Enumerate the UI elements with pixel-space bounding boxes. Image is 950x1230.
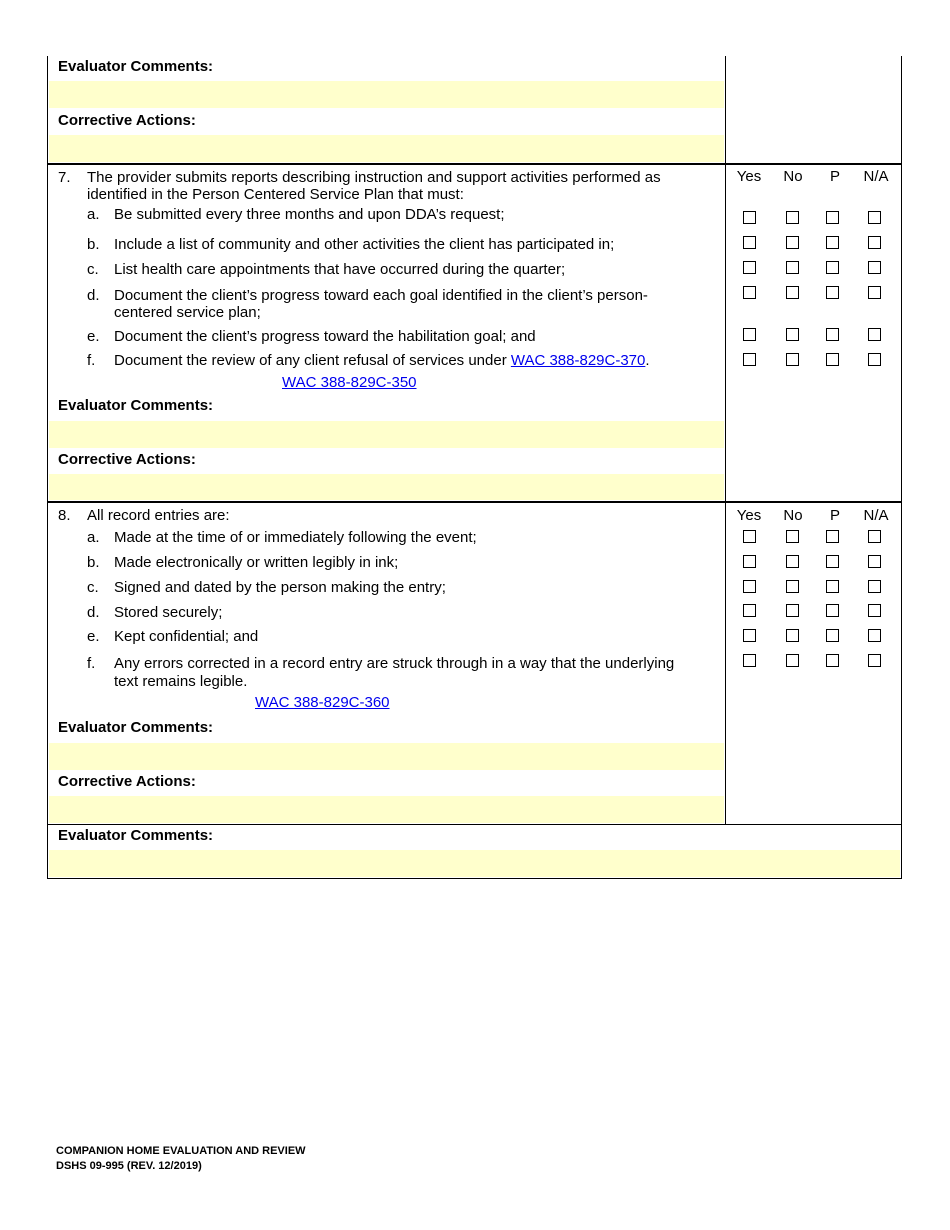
checkbox-na[interactable]: [868, 328, 881, 341]
subitem-letter: e.: [87, 628, 100, 645]
corrective-actions-label: Corrective Actions:: [58, 112, 196, 129]
header-no: No: [783, 507, 803, 524]
subitem-letter: a.: [87, 529, 100, 546]
subitem-text: text remains legible.: [114, 673, 248, 690]
checkbox-yes[interactable]: [743, 328, 756, 341]
subitem-text: Stored securely;: [114, 604, 223, 621]
evaluator-comments-label: Evaluator Comments:: [58, 827, 214, 844]
header-p: P: [829, 168, 840, 185]
wac-388-829c-350-link[interactable]: WAC 388-829C-350: [282, 374, 417, 391]
subitem-text: centered service plan;: [114, 304, 261, 321]
divider-item7-item8: [47, 501, 902, 503]
checkbox-no[interactable]: [786, 211, 799, 224]
checkbox-no[interactable]: [786, 286, 799, 299]
subitem-text: Any errors corrected in a record entry are struck through in a way that the underlying: [114, 655, 675, 672]
checkbox-no[interactable]: [786, 236, 799, 249]
checkbox-na[interactable]: [868, 236, 881, 249]
subitem-letter: b.: [87, 236, 100, 253]
checkbox-p[interactable]: [826, 629, 839, 642]
checkbox-p[interactable]: [826, 654, 839, 667]
subitem-text: Signed and dated by the person making the entry;: [114, 579, 446, 596]
checkbox-no[interactable]: [786, 353, 799, 366]
subitem-text: Made electronically or written legibly in ink;: [114, 554, 399, 571]
corrective-actions-field[interactable]: [49, 135, 724, 162]
checkbox-yes[interactable]: [743, 286, 756, 299]
subitem-text-suffix: .: [645, 352, 650, 369]
checkbox-yes[interactable]: [743, 555, 756, 568]
checkbox-no[interactable]: [786, 261, 799, 274]
checkbox-yes[interactable]: [743, 236, 756, 249]
table-right-border: [901, 56, 902, 879]
evaluator-comments-label: Evaluator Comments:: [58, 58, 214, 75]
item-text: The provider submits reports describing instruction and support activities performed as: [87, 169, 661, 186]
checkbox-na[interactable]: [868, 604, 881, 617]
checkbox-na[interactable]: [868, 353, 881, 366]
checkbox-p[interactable]: [826, 261, 839, 274]
evaluator-comments-field[interactable]: [49, 850, 900, 877]
checkbox-p[interactable]: [826, 555, 839, 568]
checkbox-yes[interactable]: [743, 353, 756, 366]
subitem-text-prefix: Document the review of any client refusal of services under: [114, 352, 511, 369]
checkbox-na[interactable]: [868, 211, 881, 224]
checkbox-p[interactable]: [826, 580, 839, 593]
subitem-letter: b.: [87, 554, 100, 571]
subitem-letter: a.: [87, 206, 100, 223]
checkbox-p[interactable]: [826, 604, 839, 617]
divider-item8-final: [47, 824, 902, 825]
header-yes: Yes: [736, 507, 762, 524]
header-na: N/A: [863, 507, 889, 524]
table-bottom-border: [47, 878, 902, 879]
checkbox-yes[interactable]: [743, 604, 756, 617]
corrective-actions-field[interactable]: [49, 474, 724, 500]
checkbox-no[interactable]: [786, 555, 799, 568]
checkbox-yes[interactable]: [743, 530, 756, 543]
checkbox-no[interactable]: [786, 629, 799, 642]
subitem-letter: c.: [87, 579, 99, 596]
checkbox-no[interactable]: [786, 328, 799, 341]
header-no: No: [783, 168, 803, 185]
checkbox-no[interactable]: [786, 604, 799, 617]
checkbox-na[interactable]: [868, 654, 881, 667]
checkbox-na[interactable]: [868, 286, 881, 299]
checkbox-na[interactable]: [868, 580, 881, 593]
corrective-actions-field[interactable]: [49, 796, 724, 823]
wac-388-829c-370-link[interactable]: WAC 388-829C-370: [510, 352, 646, 369]
checkbox-p[interactable]: [826, 353, 839, 366]
footer-form-number: DSHS 09-995 (REV. 12/2019): [56, 1160, 202, 1172]
item-number: 7.: [58, 169, 71, 186]
evaluator-comments-label: Evaluator Comments:: [58, 397, 214, 414]
subitem-text: Kept confidential; and: [114, 628, 259, 645]
wac-388-829c-360-link[interactable]: WAC 388-829C-360: [255, 694, 390, 711]
checkbox-na[interactable]: [868, 555, 881, 568]
subitem-text: [114, 352, 650, 370]
subitem-text: List health care appointments that have occurred during the quarter;: [114, 261, 566, 278]
subitem-text: Include a list of community and other activities the client has participated in;: [114, 236, 615, 253]
checkbox-yes[interactable]: [743, 261, 756, 274]
checkbox-yes[interactable]: [743, 654, 756, 667]
checkbox-p[interactable]: [826, 286, 839, 299]
subitem-text: Document the client’s progress toward each goal identified in the client’s person-: [114, 287, 648, 304]
header-na: N/A: [863, 168, 889, 185]
checkbox-no[interactable]: [786, 530, 799, 543]
checkbox-p[interactable]: [826, 328, 839, 341]
subitem-letter: d.: [87, 287, 100, 304]
subitem-text: Be submitted every three months and upon DDA’s request;: [114, 206, 505, 223]
item-text: All record entries are:: [87, 507, 230, 524]
table-left-border: [47, 56, 48, 879]
subitem-letter: f.: [87, 655, 96, 672]
checkbox-no[interactable]: [786, 580, 799, 593]
corrective-actions-label: Corrective Actions:: [58, 451, 196, 468]
header-p: P: [829, 507, 840, 524]
checkbox-no[interactable]: [786, 654, 799, 667]
checkbox-yes[interactable]: [743, 629, 756, 642]
checkbox-na[interactable]: [868, 261, 881, 274]
checkbox-p[interactable]: [826, 211, 839, 224]
checkbox-p[interactable]: [826, 530, 839, 543]
checkbox-yes[interactable]: [743, 211, 756, 224]
checkbox-yes[interactable]: [743, 580, 756, 593]
evaluator-comments-label: Evaluator Comments:: [58, 719, 214, 736]
checkbox-na[interactable]: [868, 629, 881, 642]
checkbox-na[interactable]: [868, 530, 881, 543]
evaluator-comments-field[interactable]: [49, 421, 724, 448]
divider-top-item7: [47, 163, 902, 165]
item-number: 8.: [58, 507, 71, 524]
subitem-letter: c.: [87, 261, 99, 278]
subitem-letter: e.: [87, 328, 100, 345]
header-yes: Yes: [736, 168, 762, 185]
subitem-letter: d.: [87, 604, 100, 621]
footer-form-title: COMPANION HOME EVALUATION AND REVIEW: [56, 1145, 306, 1157]
evaluator-comments-field[interactable]: [49, 743, 724, 770]
checkbox-p[interactable]: [826, 236, 839, 249]
subitem-text: Document the client’s progress toward the habilitation goal; and: [114, 328, 536, 345]
column-divider: [725, 56, 726, 825]
evaluator-comments-field[interactable]: [49, 81, 724, 108]
subitem-letter: f.: [87, 352, 96, 369]
item-text: identified in the Person Centered Service Plan that must:: [87, 186, 464, 203]
corrective-actions-label: Corrective Actions:: [58, 773, 196, 790]
subitem-text: Made at the time of or immediately following the event;: [114, 529, 477, 546]
